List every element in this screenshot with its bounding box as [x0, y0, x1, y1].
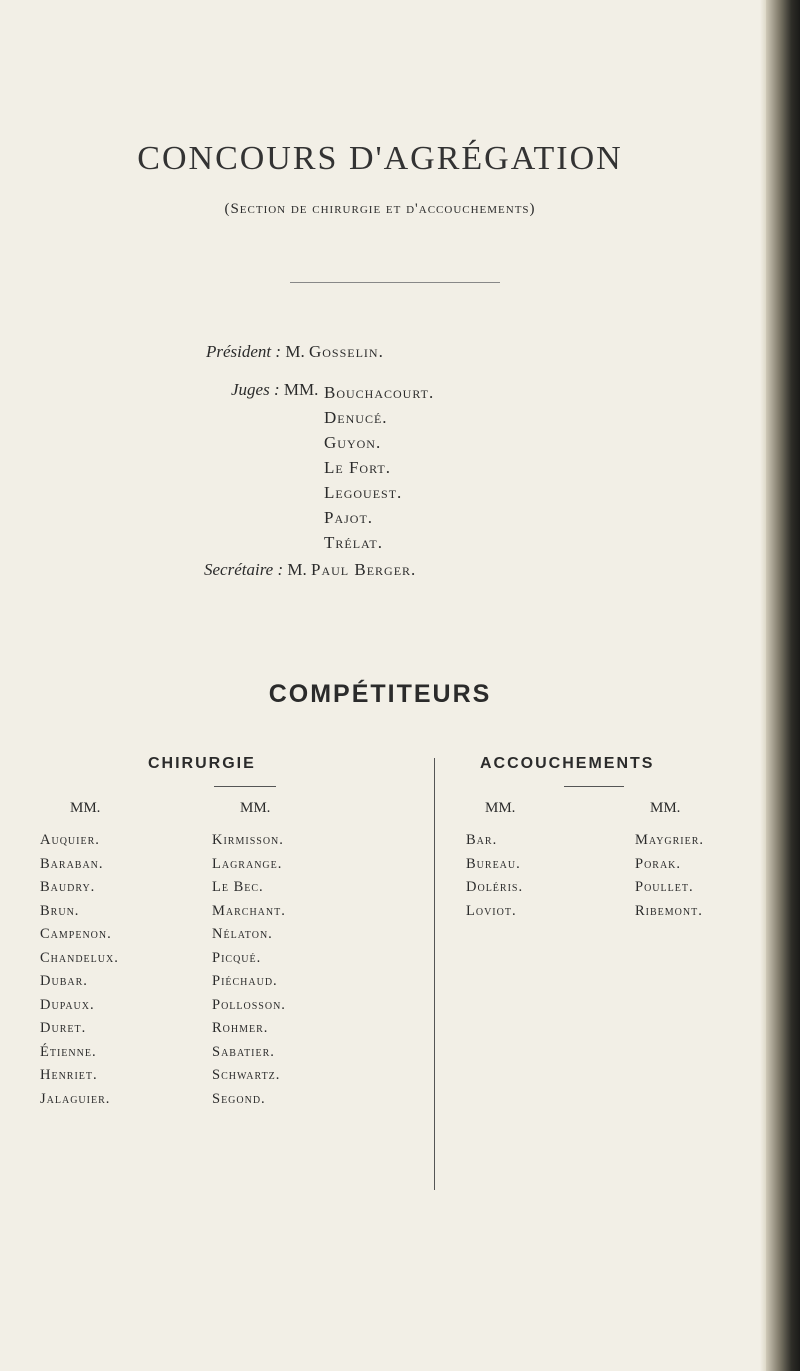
judges-prefix: MM. — [283, 380, 319, 399]
obstetrics-heading: ACCOUCHEMENTS — [480, 755, 655, 772]
list-item: Jalaguier. — [40, 1090, 111, 1107]
obstetrics-col2-prefix: MM. — [650, 800, 681, 816]
surgery-col2-prefix: MM. — [240, 800, 271, 816]
surgery-col1-prefix: MM. — [70, 800, 101, 816]
surgery-heading: CHIRURGIE — [148, 755, 256, 772]
list-item: Doléris. — [466, 879, 524, 895]
list-item: Segond. — [212, 1090, 266, 1107]
list-item: Bar. — [466, 832, 498, 848]
list-item: Le Bec. — [212, 879, 264, 895]
secretary-role: Secrétaire : — [204, 560, 284, 579]
list-item: Dupaux. — [40, 996, 95, 1013]
list-item: Maygrier. — [635, 832, 705, 848]
page-title: CONCOURS D'AGRÉGATION — [137, 140, 623, 177]
list-item: Porak. — [635, 855, 682, 872]
list-item: Étienne. — [40, 1043, 97, 1060]
judge-name: Denucé. — [324, 408, 388, 427]
surgery-col1-list — [40, 829, 119, 1111]
judge-name: Bouchacourt. — [324, 383, 435, 402]
list-item: Piéchaud. — [212, 973, 278, 989]
judges-role: Juges : — [231, 380, 280, 399]
surgery-underline — [214, 786, 276, 787]
competitors-heading: COMPÉTITEURS — [268, 680, 492, 708]
obstetrics-col2-list — [635, 829, 704, 923]
president-role: Président : — [206, 342, 282, 361]
list-item: Baraban. — [40, 855, 104, 872]
page-subtitle: (Section de chirurgie et d'accouchements) — [224, 201, 536, 217]
judges-line — [231, 380, 318, 400]
list-item: Pollosson. — [212, 996, 286, 1013]
judges-list — [324, 380, 434, 555]
column-divider — [434, 758, 435, 1190]
divider — [290, 282, 500, 283]
list-item: Picqué. — [212, 949, 262, 966]
list-item: Campenon. — [40, 926, 112, 942]
judge-name: Le Fort. — [324, 458, 391, 477]
list-item: Dubar. — [40, 973, 88, 989]
secretary-prefix: M. — [287, 560, 307, 579]
president-line — [206, 342, 384, 362]
list-item: Bureau. — [466, 855, 521, 872]
list-item: Nélaton. — [212, 926, 273, 942]
surgery-col2-list — [212, 829, 286, 1111]
list-item: Poullet. — [635, 879, 694, 895]
obstetrics-col1-list — [466, 829, 523, 923]
list-item: Loviot. — [466, 902, 517, 919]
obstetrics-col1-prefix: MM. — [485, 800, 516, 816]
secretary-name: Paul Berger. — [311, 560, 417, 579]
judge-name: Trélat. — [324, 533, 383, 552]
list-item: Baudry. — [40, 879, 96, 895]
list-item: Ribemont. — [635, 902, 703, 919]
list-item: Duret. — [40, 1020, 87, 1036]
list-item: Schwartz. — [212, 1067, 281, 1083]
judge-name: Pajot. — [324, 508, 374, 527]
list-item: Rohmer. — [212, 1020, 269, 1036]
judge-name: Guyon. — [324, 433, 382, 452]
list-item: Lagrange. — [212, 855, 283, 872]
book-edge — [766, 0, 800, 1371]
list-item: Auquier. — [40, 832, 100, 848]
list-item: Sabatier. — [212, 1043, 275, 1060]
secretary-line — [204, 560, 416, 580]
list-item: Chandelux. — [40, 949, 119, 966]
list-item: Kirmisson. — [212, 832, 284, 848]
judge-name: Legouest. — [324, 483, 403, 502]
obstetrics-underline — [564, 786, 624, 787]
president-name: Gosselin. — [308, 342, 384, 361]
list-item: Marchant. — [212, 902, 286, 919]
list-item: Brun. — [40, 902, 80, 919]
president-prefix: M. — [285, 342, 305, 361]
list-item: Henriet. — [40, 1067, 98, 1083]
